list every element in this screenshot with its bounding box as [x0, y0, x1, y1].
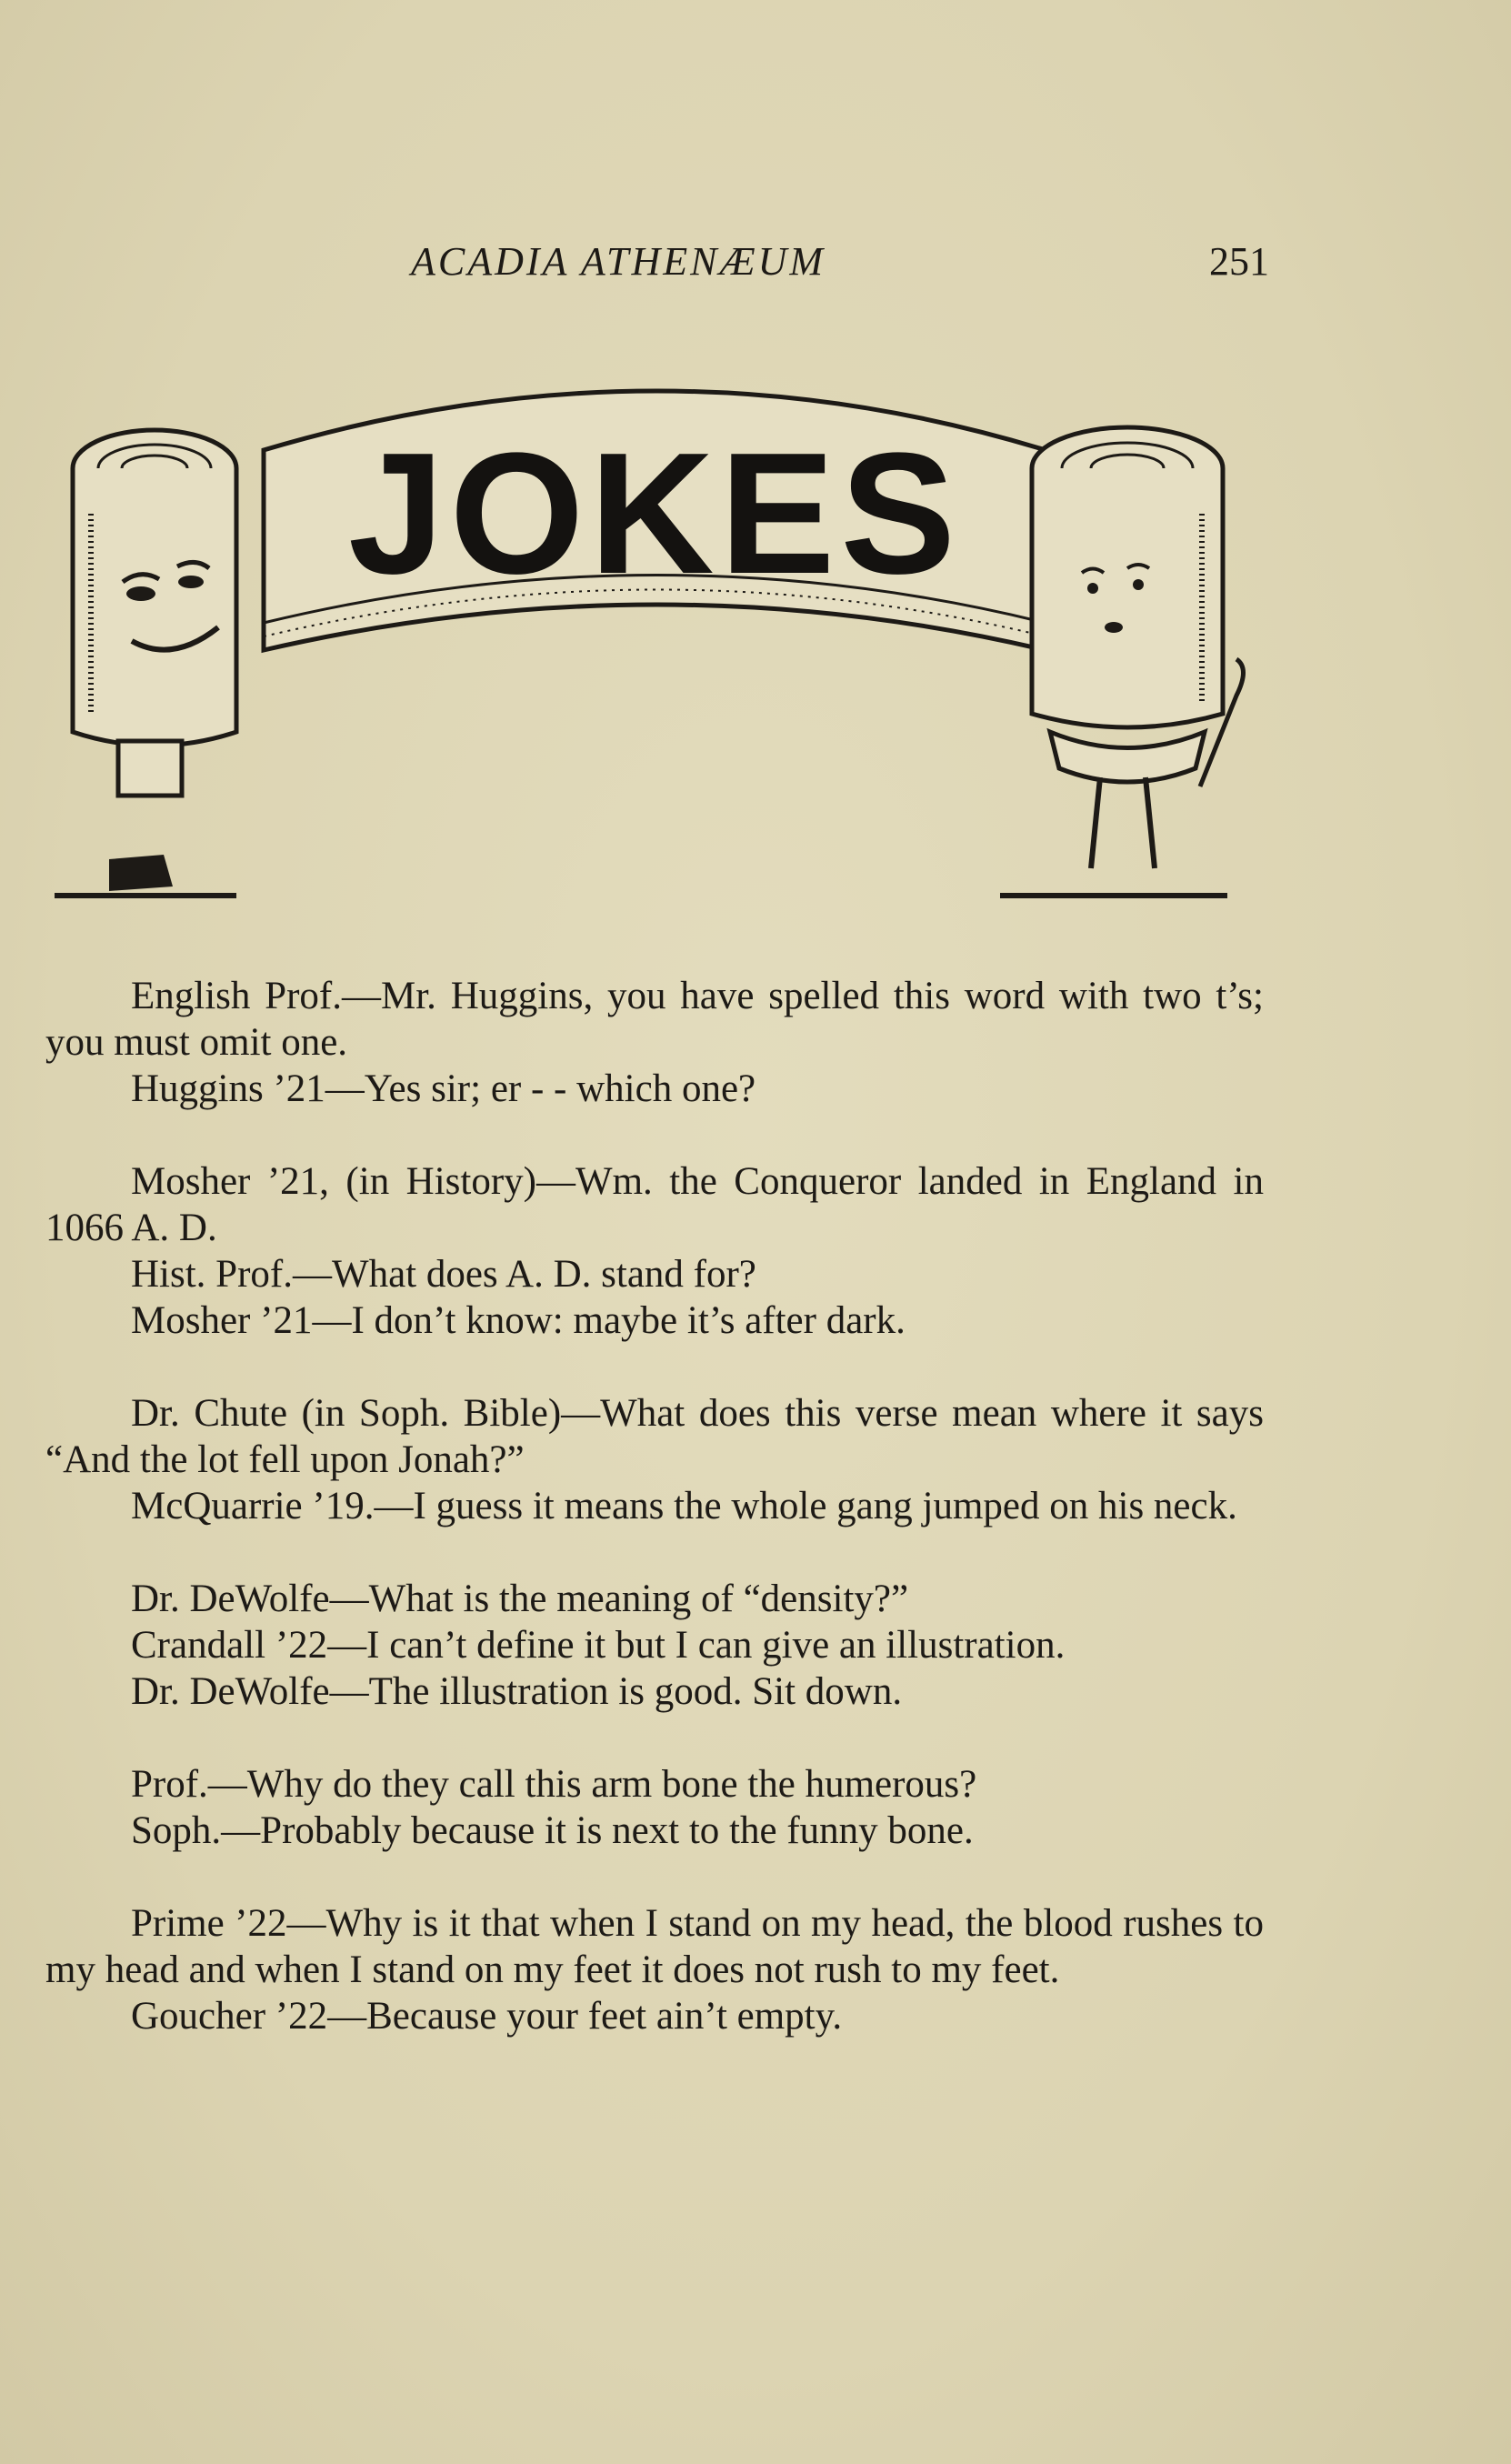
joke-item	[45, 1390, 1264, 1529]
joke-line: Huggins ’21—Yes sir; er - - which one?	[131, 1067, 756, 1110]
joke-line: Soph.—Probably because it is next to the funny bone.	[131, 1809, 974, 1852]
joke-item	[45, 1158, 1264, 1344]
jokes-banner-illustration	[55, 350, 1264, 914]
joke-line: Crandall ’22—I can’t define it but I can give an illustration.	[131, 1624, 1066, 1667]
joke-line: English Prof.—Mr. Huggins, you have spelled this word with two t’s; you must omit one.	[45, 975, 1264, 1064]
page-number: 251	[1209, 239, 1269, 284]
left-roll-character	[55, 430, 236, 896]
joke-line: Mosher ’21, (in History)—Wm. the Conqueror landed in England in 1066 A. D.	[45, 1160, 1264, 1249]
right-roll-character	[1000, 427, 1244, 896]
page-header	[0, 238, 1511, 293]
joke-line: Goucher ’22—Because your feet ain’t empty.	[131, 1995, 843, 2038]
joke-line: Hist. Prof.—What does A. D. stand for?	[131, 1253, 756, 1296]
joke-line: Prime ’22—Why is it that when I stand on my head, the blood rushes to my head and when I stand on my feet it does not rush to my feet.	[45, 1902, 1264, 1991]
joke-line: Prof.—Why do they call this arm bone the humerous?	[131, 1763, 977, 1806]
joke-line: Dr. DeWolfe—What is the meaning of “density?”	[131, 1578, 909, 1620]
joke-item	[45, 1900, 1264, 2039]
joke-item	[45, 973, 1264, 1112]
joke-line: Dr. DeWolfe—The illustration is good. Sit down.	[131, 1670, 903, 1713]
running-head: ACADIA ATHENÆUM	[411, 239, 826, 284]
joke-item	[45, 1761, 1264, 1854]
joke-item	[45, 1576, 1264, 1715]
banner-title: JOKES	[347, 417, 962, 610]
joke-line: Mosher ’21—I don’t know: maybe it’s after dark.	[131, 1299, 906, 1342]
joke-line: Dr. Chute (in Soph. Bible)—What does this verse mean where it says “And the lot fell upon Jonah?”	[45, 1392, 1264, 1481]
jokes-text	[45, 973, 1264, 2086]
joke-line: McQuarrie ’19.—I guess it means the whole gang jumped on his neck.	[131, 1485, 1237, 1527]
